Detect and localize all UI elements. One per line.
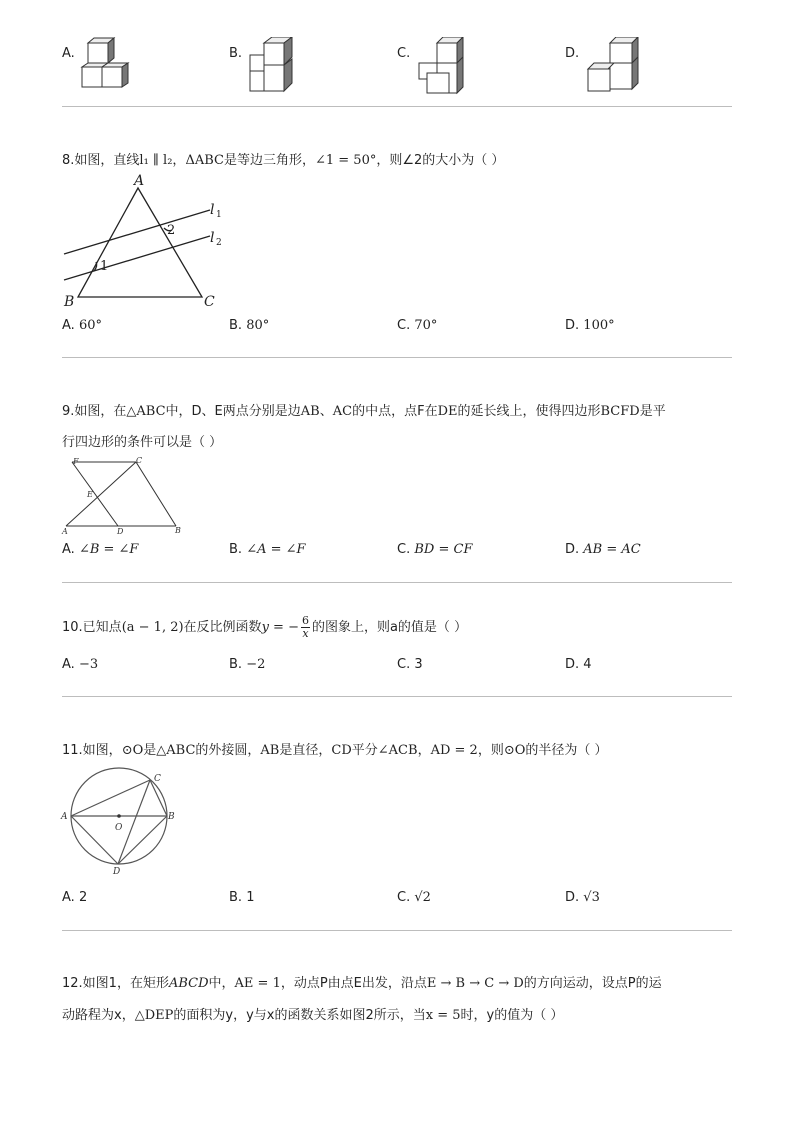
divider <box>62 930 732 931</box>
q12-stem-line1 <box>62 972 662 991</box>
q8-stem-text: 是等边三角形， <box>223 153 315 168</box>
q10-stem-text: 10.已知点 <box>62 620 122 635</box>
fraction-denominator: x <box>302 627 309 640</box>
q11-label-a: A <box>61 812 68 822</box>
q9-math: DE <box>437 404 458 419</box>
option-value: ∠B = ∠F <box>78 542 139 557</box>
q12-stem-text: ，动点P由点E出发，沿点 <box>280 976 427 991</box>
q8-label-angle2: 2 <box>167 223 176 238</box>
q10-option-c[interactable] <box>397 657 423 672</box>
q8-stem-text: 8.如图，直线 <box>62 153 140 168</box>
q9-option-a[interactable] <box>62 542 138 557</box>
option-value: 3 <box>414 657 423 672</box>
option-letter: C. <box>397 318 411 333</box>
option-letter: A. <box>62 542 75 557</box>
q9-math: △ABC <box>126 404 166 419</box>
q9-stem-line2: 行四边形的条件可以是（ ） <box>62 435 223 450</box>
q8-stem-text: ， <box>172 153 186 168</box>
q10-math: (a − 1, 2) <box>121 620 184 635</box>
q9-option-b[interactable] <box>229 542 306 557</box>
q8-stem-text: ，则∠2的大小为（ ） <box>376 153 505 168</box>
q9-stem-text: 的中点，点F在 <box>352 404 438 419</box>
q11-math: △ABC <box>156 743 196 758</box>
q9-stem-text: 、 <box>319 404 333 419</box>
q9-stem-text: 的延长线上，使得四边形 <box>457 404 601 419</box>
q9-figure <box>60 454 186 536</box>
divider <box>62 106 732 107</box>
q12-math: △DEP <box>134 1008 174 1023</box>
q9-stem-line1 <box>62 400 666 419</box>
option-value: BD = CF <box>414 542 473 557</box>
q8-figure <box>60 172 230 312</box>
option-value: 4 <box>583 657 592 672</box>
q11-stem-text: 是 <box>143 743 157 758</box>
q9-label-d: D <box>117 527 124 536</box>
q8-label-l1-sub: 1 <box>216 210 222 220</box>
option-value: 2 <box>78 890 88 905</box>
q11-option-d[interactable] <box>565 890 600 905</box>
q12-stem-text: 的面积为y，y与x的函数关系如图2所示，当 <box>173 1008 426 1023</box>
q8-label-l2: l <box>210 230 215 246</box>
q8-math: ΔABC <box>185 153 224 168</box>
q8-label-angle1: 1 <box>100 259 109 274</box>
q7-option-d-cubes <box>582 37 642 95</box>
option-letter: C. <box>397 542 411 557</box>
q11-math: ⊙O <box>121 743 144 758</box>
q9-label-c: C <box>136 456 143 465</box>
q12-stem-text: 的方向运动，设点P的运 <box>523 976 662 991</box>
q12-stem-text: 时，y的值为（ ） <box>460 1008 564 1023</box>
q10-stem-text: 在反比例函数 <box>183 620 262 635</box>
q10-option-d[interactable] <box>565 657 592 672</box>
divider <box>62 696 732 697</box>
q8-option-d[interactable] <box>565 318 615 333</box>
option-letter: C. <box>397 657 411 672</box>
q9-option-c[interactable] <box>397 542 472 557</box>
q8-stem <box>62 149 504 168</box>
q11-option-b[interactable] <box>229 890 254 905</box>
q12-math: ABCD <box>168 976 209 991</box>
divider <box>62 357 732 358</box>
option-value: AB = AC <box>583 542 641 557</box>
option-letter: B. <box>229 318 243 333</box>
q7-option-b-letter[interactable]: B. <box>229 46 243 61</box>
q12-stem-line2 <box>62 1004 563 1023</box>
q7-option-a-cubes <box>80 37 136 89</box>
q11-math: AD = 2 <box>430 743 478 758</box>
q10-option-a[interactable] <box>62 657 98 672</box>
q11-label-o: O <box>115 823 123 833</box>
option-value: 100° <box>583 318 615 333</box>
q7-option-d-letter[interactable]: D. <box>565 46 580 61</box>
q8-option-c[interactable] <box>397 318 437 333</box>
option-letter: D. <box>565 542 580 557</box>
q11-stem-text: ， <box>417 743 431 758</box>
q11-math: CD <box>331 743 352 758</box>
q9-math: AC <box>332 404 353 419</box>
q12-stem-text: 中， <box>208 976 235 991</box>
q9-math: AB <box>300 404 320 419</box>
q11-stem-text: 11.如图， <box>62 743 122 758</box>
option-value: √2 <box>414 890 431 905</box>
option-value: 80° <box>246 318 270 333</box>
q10-stem <box>62 615 467 640</box>
option-letter: B. <box>229 890 243 905</box>
q11-stem <box>62 739 608 758</box>
q9-stem-text: 是平 <box>639 404 666 419</box>
q8-math: l₁ ∥ l₂ <box>139 153 173 168</box>
q9-stem-text: 9.如图，在 <box>62 404 127 419</box>
option-value: −2 <box>246 657 266 672</box>
q11-figure <box>60 766 184 878</box>
option-value: −3 <box>78 657 99 672</box>
q12-math: AE = 1 <box>234 976 281 991</box>
q9-label-f: F <box>73 457 79 466</box>
q9-option-d[interactable] <box>565 542 641 557</box>
q11-label-c: C <box>154 774 161 784</box>
q9-stem-text: 中，D、E两点分别是边 <box>165 404 301 419</box>
q9-math: BCFD <box>600 404 640 419</box>
option-value: 1 <box>246 890 255 905</box>
q8-label-l2-sub: 2 <box>216 238 222 248</box>
q11-label-b: B <box>168 812 175 822</box>
q11-option-c[interactable] <box>397 890 431 905</box>
option-value: 60° <box>78 318 102 333</box>
q7-option-b-cubes <box>246 37 306 93</box>
q7-option-a-letter[interactable]: A. <box>62 46 75 61</box>
option-value: 70° <box>414 318 438 333</box>
q11-math: ⊙O <box>503 743 526 758</box>
q8-option-b[interactable] <box>229 318 269 333</box>
q11-stem-text: ，则 <box>477 743 504 758</box>
q12-math: E → B → C → D <box>426 976 524 991</box>
q8-label-l1: l <box>210 202 215 218</box>
q10-fraction <box>301 615 310 640</box>
option-letter: D. <box>565 657 580 672</box>
q8-math: ∠1 = 50° <box>314 153 377 168</box>
q8-option-a[interactable] <box>62 318 102 333</box>
q11-label-d: D <box>113 867 121 877</box>
option-letter: B. <box>229 542 243 557</box>
option-letter: D. <box>565 890 580 905</box>
option-letter: A. <box>62 890 75 905</box>
q11-stem-text: 是直径， <box>279 743 332 758</box>
fraction-numerator: 6 <box>301 614 309 627</box>
q7-option-c-cubes <box>413 37 473 95</box>
option-letter: A. <box>62 657 75 672</box>
q11-math: AB <box>260 743 280 758</box>
q10-stem-text: 的图象上，则a的值是（ ） <box>311 620 468 635</box>
q11-stem-text: 的半径为（ ） <box>525 743 608 758</box>
q8-label-c: C <box>204 294 215 310</box>
option-value: √3 <box>583 890 600 905</box>
q11-stem-text: 平分 <box>351 743 378 758</box>
divider <box>62 582 732 583</box>
q7-option-c-letter[interactable]: C. <box>397 46 411 61</box>
q12-math: x = 5 <box>425 1008 461 1023</box>
option-letter: C. <box>397 890 411 905</box>
q11-option-a[interactable] <box>62 890 87 905</box>
option-value: ∠A = ∠F <box>246 542 306 557</box>
q8-label-a: A <box>134 173 145 189</box>
option-letter: B. <box>229 657 243 672</box>
q11-math: ∠ACB <box>377 743 418 758</box>
q8-label-b: B <box>64 294 75 310</box>
option-letter: A. <box>62 318 75 333</box>
q9-label-e: E <box>87 490 93 499</box>
q10-option-b[interactable] <box>229 657 265 672</box>
q12-stem-text: 动路程为x， <box>62 1008 135 1023</box>
q10-math: y = − <box>261 620 299 635</box>
q11-stem-text: 的外接圆， <box>195 743 261 758</box>
q9-label-b: B <box>175 526 181 535</box>
q9-label-a: A <box>62 527 68 536</box>
option-letter: D. <box>565 318 580 333</box>
q12-stem-text: 12.如图1，在矩形 <box>62 976 169 991</box>
